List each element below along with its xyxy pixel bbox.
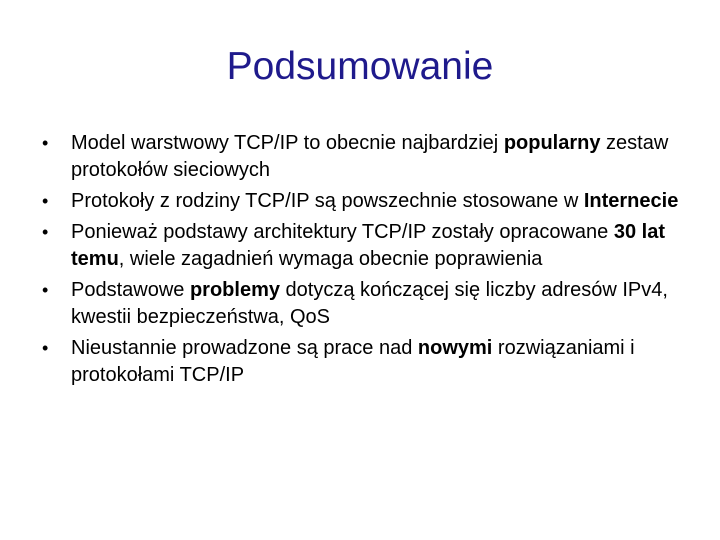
bullet-text-emphasis: 30 lat temu <box>71 221 666 270</box>
bullet-dot-icon: • <box>42 280 49 300</box>
bullet-text-part: Ponieważ podstawy architektury TCP/IP zostały opracowane <box>71 221 614 243</box>
bullet-text-emphasis: problemy <box>189 279 280 301</box>
bullet-text-part: dotyczą kończącej się liczby adresów IPv4, kwestii bezpieczeństwa, QoS <box>71 279 668 328</box>
bullet-text-emphasis: popularny <box>503 132 601 154</box>
bullet-text-part: Model warstwowy TCP/IP to obecnie najbardziej <box>71 132 504 154</box>
bullet-item-1 <box>42 130 682 184</box>
bullet-text-part: zestaw protokołów sieciowych <box>71 132 669 181</box>
bullet-text-part: Protokoły z rodziny TCP/IP są powszechnie stosowane w <box>71 190 584 212</box>
bullet-dot-icon: • <box>42 222 49 242</box>
bullet-dot-icon: • <box>42 191 49 211</box>
bullet-text-part: Nieustannie prowadzone są prace nad <box>71 337 418 359</box>
bullet-text-part: rozwiązaniami i protokołami TCP/IP <box>71 337 635 386</box>
bullet-dot-icon: • <box>42 133 49 153</box>
bullet-item-4 <box>42 277 682 331</box>
bullet-text-part: , wiele zagadnień wymaga obecnie poprawienia <box>118 248 543 270</box>
bullet-text-part: Podstawowe <box>71 279 190 301</box>
bullet-text-emphasis: Internecie <box>583 190 679 212</box>
bullet-item-3 <box>42 219 682 273</box>
slide-title: Podsumowanie <box>226 45 494 88</box>
bullet-dot-icon: • <box>42 338 49 358</box>
bullet-text-emphasis: nowymi <box>417 337 493 359</box>
bullet-item-5 <box>42 335 682 389</box>
bullet-list <box>42 130 682 393</box>
bullet-item-2 <box>42 188 682 215</box>
